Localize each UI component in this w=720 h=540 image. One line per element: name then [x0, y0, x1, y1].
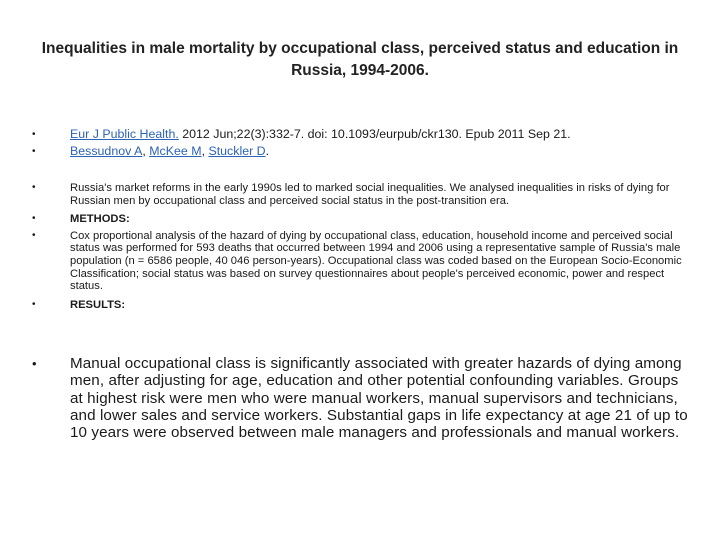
- results-text: Manual occupational class is significantly associated with greater hazards of dying among men, after adjusting for age, education and other potential confounding variables. Groups at highest risk were men who were manual workers, manual supervisors and technicians, and lower sales and service workers. Substantial gaps in life expectancy at age 21 of up to 10 years were observed between male managers and professionals and manual workers.: [70, 355, 688, 442]
- citation-list: [30, 126, 690, 160]
- bullet-icon: •: [32, 146, 36, 157]
- author-link-stuckler[interactable]: Stuckler D: [208, 144, 266, 158]
- author-link-mckee[interactable]: McKee M: [149, 144, 202, 158]
- list-item: [30, 182, 690, 207]
- methods-label: METHODS:: [70, 213, 130, 226]
- background-text: Russia's market reforms in the early 1990s led to marked social inequalities. We analysed inequalities in risks of dying for Russian men by occupational class and perceived social status in the post-transition era.: [70, 182, 670, 207]
- citation-details: 2012 Jun;22(3):332-7. doi: 10.1093/eurpub/ckr130. Epub 2011 Sep 21.: [178, 127, 571, 141]
- list-item: [30, 230, 690, 293]
- author-separator: ,: [142, 144, 150, 158]
- bullet-icon: •: [32, 182, 36, 193]
- bullet-icon: •: [32, 356, 37, 371]
- bullet-icon: •: [32, 298, 36, 310]
- list-item: [30, 299, 690, 312]
- list-item: [30, 126, 690, 143]
- list-item: [30, 213, 690, 226]
- bullet-icon: •: [32, 213, 36, 225]
- author-separator: ,: [201, 144, 209, 158]
- methods-text: Cox proportional analysis of the hazard of dying by occupational class, education, household income and perceived social status was performed for 593 deaths that occurred between 1994 and 2006 using a representative sample of Russia's male population (n = 6586 people, 40 046 person-years). Occupational class was coded based on the European Socio-Economic Classification; social status was based on survey questionnaires about people's perceived economic, power and respect status.: [70, 229, 682, 293]
- list-item: [30, 355, 690, 441]
- page-title: Inequalities in male mortality by occupational class, perceived status and education in Russia, 1994-2006.: [41, 40, 679, 79]
- journal-link[interactable]: Eur J Public Health.: [70, 127, 179, 141]
- list-item: [30, 143, 690, 160]
- bullet-icon: •: [32, 229, 36, 241]
- results-label: RESULTS:: [70, 298, 126, 311]
- author-end: .: [265, 144, 270, 158]
- bullet-icon: •: [32, 129, 36, 140]
- abstract-list: [30, 182, 690, 311]
- results-list: [30, 355, 690, 441]
- author-link-bessudnov[interactable]: Bessudnov A: [70, 144, 143, 158]
